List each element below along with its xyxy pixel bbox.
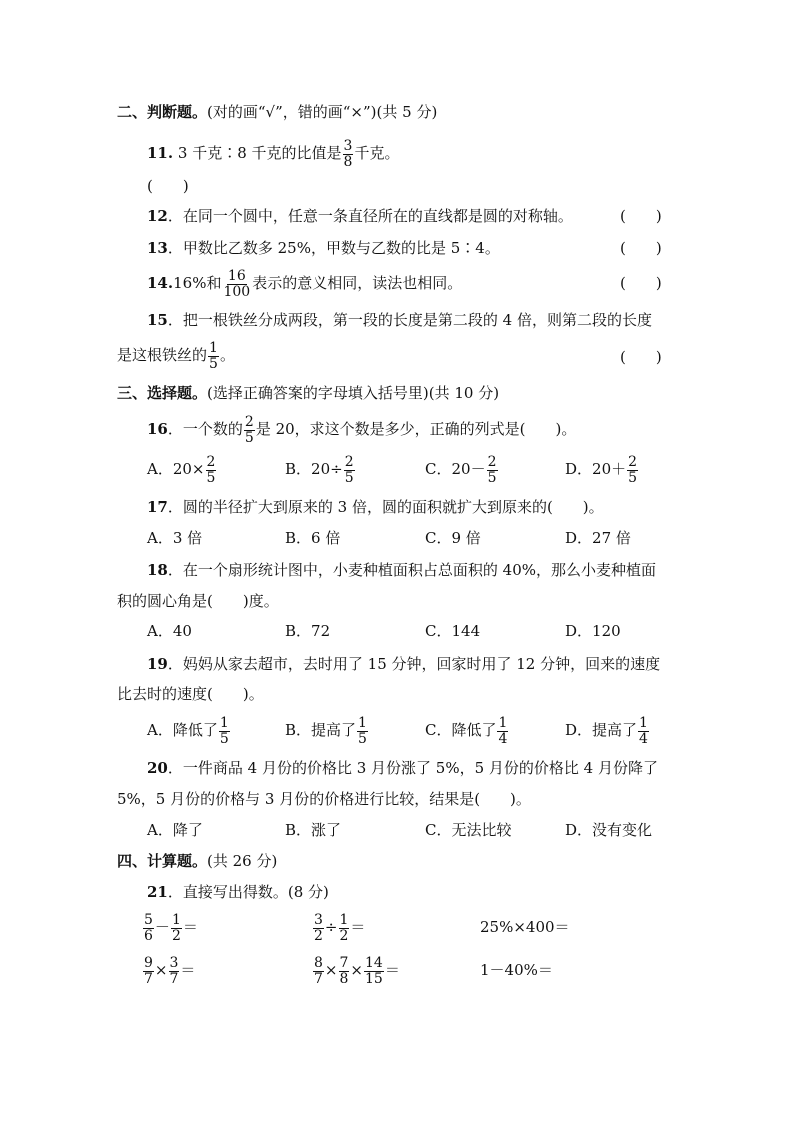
question-17	[147, 497, 604, 517]
question-18	[147, 560, 656, 580]
section-title: 二、判断题。	[117, 103, 208, 121]
question-text-end: 是 20，求这个数是多少，正确的列式是( )。	[255, 420, 577, 438]
question-number: 12	[147, 207, 168, 225]
question-15	[147, 310, 652, 330]
question-text-end: 。	[219, 346, 235, 364]
fraction: $\frac{1}{4}$	[639, 714, 648, 747]
question-11	[147, 138, 399, 170]
question-number: 21	[147, 883, 168, 901]
option-16-b[interactable]: B．20÷ $\frac{2}{5}$	[285, 453, 354, 486]
calc-6: 1－40%＝	[480, 961, 553, 979]
question-text: 3 千克∶8 千克的比值是	[177, 144, 342, 162]
question-text: ．一件商品 4 月份的价格比 3 月份涨了 5%，5 月份的价格比 4 月份降了	[167, 759, 658, 777]
fraction: $\frac{16}{100}$	[223, 267, 251, 300]
question-21	[147, 882, 329, 902]
section-title: 四、计算题。	[117, 852, 208, 870]
question-text: ．一个数的	[167, 420, 243, 438]
question-text: ．圆的半径扩大到原来的 3 倍，圆的面积就扩大到原来的( )。	[167, 498, 604, 516]
question-text: 16%和	[173, 274, 222, 292]
option-17-a[interactable]: A．3 倍	[147, 529, 203, 547]
answer-paren-14[interactable]: ( )	[620, 274, 662, 292]
question-text: ．在同一个圆中，任意一条直径所在的直线都是圆的对称轴。	[167, 207, 573, 225]
section-note: (对的画“√”，错的画“×”)(共 5 分)	[207, 103, 438, 121]
question-13	[147, 238, 500, 258]
fraction: $\frac{1}{5}$	[219, 714, 229, 747]
question-text: ．直接写出得数。(8 分)	[167, 883, 329, 901]
answer-paren-13[interactable]: ( )	[620, 239, 662, 257]
question-text: ．把一根铁丝分成两段，第一段的长度是第二段的 4 倍，则第二段的长度	[167, 311, 652, 329]
option-20-d[interactable]: D．没有变化	[565, 821, 653, 839]
option-17-c[interactable]: C．9 倍	[425, 529, 481, 547]
calc-4: $\frac{9}{7}$ × $\frac{3}{7}$ ＝	[144, 954, 196, 987]
fraction: $\frac{2}{5}$	[628, 453, 638, 486]
answer-paren-15[interactable]: ( )	[620, 348, 662, 366]
question-19	[147, 654, 660, 674]
answer-paren-12[interactable]: ( )	[620, 207, 662, 225]
fraction: $\frac{1}{5}$	[358, 714, 367, 747]
question-16	[147, 414, 576, 446]
question-14	[147, 268, 462, 300]
fraction: $\frac{3}{8}$	[343, 137, 353, 170]
fraction: $\frac{2}{5}$	[344, 453, 354, 486]
option-20-a[interactable]: A．降了	[147, 821, 203, 839]
question-text: ．甲数比乙数多 25%，甲数与乙数的比是 5∶4。	[167, 239, 500, 257]
section-title: 三、选择题。	[117, 384, 208, 402]
question-text: ．在一个扇形统计图中，小麦种植面积占总面积的 40%，那么小麦种植面	[167, 561, 656, 579]
calc-3: 25%×400＝	[480, 918, 570, 936]
question-number: 18	[147, 561, 168, 579]
fraction: $\frac{1}{4}$	[498, 714, 508, 747]
question-12	[147, 206, 573, 226]
calc-5: $\frac{8}{7}$ × $\frac{7}{8}$ × $\frac{14}{15}$ ＝	[314, 954, 400, 987]
question-15-line-2	[117, 340, 235, 372]
option-19-c[interactable]: C．降低了 $\frac{1}{4}$	[425, 714, 508, 747]
option-18-d[interactable]: D．120	[565, 622, 621, 640]
option-19-b[interactable]: B．提高了 $\frac{1}{5}$	[285, 714, 367, 747]
option-17-b[interactable]: B．6 倍	[285, 529, 341, 547]
question-20	[147, 758, 658, 778]
question-number: 17	[147, 498, 168, 516]
question-19-line-2: 比去时的速度( )。	[117, 685, 264, 703]
question-number: 16	[147, 420, 168, 438]
answer-paren-11[interactable]: ( )	[147, 177, 189, 195]
section-2-heading	[117, 102, 437, 122]
question-20-line-2: 5%，5 月份的价格与 3 月份的价格进行比较，结果是( )。	[117, 790, 531, 808]
option-18-c[interactable]: C．144	[425, 622, 481, 640]
option-16-d[interactable]: D．20＋ $\frac{2}{5}$	[565, 453, 638, 486]
option-19-a[interactable]: A．降低了 $\frac{1}{5}$	[147, 714, 229, 747]
question-number: 20	[147, 759, 168, 777]
question-text-end: 千克。	[354, 144, 400, 162]
question-number: 13	[147, 239, 168, 257]
section-note: (共 26 分)	[207, 852, 278, 870]
option-18-b[interactable]: B．72	[285, 622, 331, 640]
option-17-d[interactable]: D．27 倍	[565, 529, 631, 547]
calc-2: $\frac{3}{2}$ ÷ $\frac{1}{2}$ ＝	[314, 911, 366, 944]
option-18-a[interactable]: A．40	[147, 622, 192, 640]
option-19-d[interactable]: D．提高了 $\frac{1}{4}$	[565, 714, 648, 747]
question-number: 14.	[147, 274, 174, 292]
option-16-a[interactable]: A．20× $\frac{2}{5}$	[147, 453, 216, 486]
option-20-b[interactable]: B．涨了	[285, 821, 342, 839]
calc-1: $\frac{5}{6}$ － $\frac{1}{2}$ ＝	[144, 911, 198, 944]
question-number: 19	[147, 655, 168, 673]
option-16-c[interactable]: C．20－ $\frac{2}{5}$	[425, 453, 497, 486]
fraction: $\frac{2}{5}$	[206, 453, 216, 486]
question-text: ．妈妈从家去超市，去时用了 15 分钟，回家时用了 12 分钟，回来的速度	[167, 655, 661, 673]
section-4-heading	[117, 851, 277, 871]
question-number: 11.	[147, 144, 174, 162]
question-text: 是这根铁丝的	[117, 346, 208, 364]
question-number: 15	[147, 311, 168, 329]
option-20-c[interactable]: C．无法比较	[425, 821, 512, 839]
fraction: $\frac{2}{5}$	[244, 413, 254, 446]
fraction: $\frac{1}{5}$	[209, 339, 218, 372]
question-text-end: 表示的意义相同，读法也相同。	[252, 274, 463, 292]
fraction: $\frac{2}{5}$	[487, 453, 497, 486]
question-18-line-2: 积的圆心角是( )度。	[117, 592, 279, 610]
section-3-heading	[117, 383, 499, 403]
section-note: (选择正确答案的字母填入括号里)(共 10 分)	[207, 384, 500, 402]
